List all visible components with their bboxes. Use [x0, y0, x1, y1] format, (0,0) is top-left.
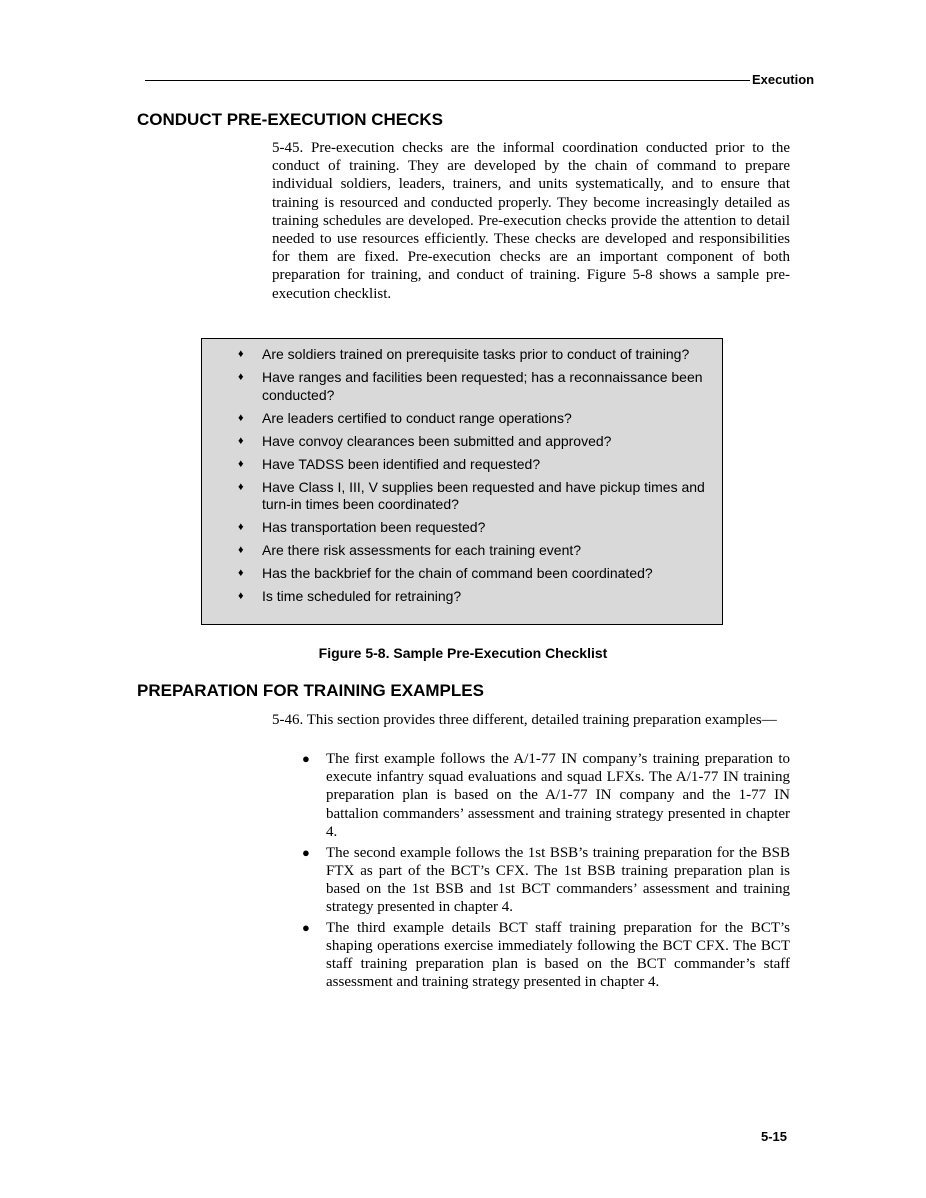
checklist-item: ♦ Have convoy clearances been submitted and approved? — [238, 432, 612, 449]
paragraph-5-45: 5-45. Pre-execution checks are the informal coordination conducted prior to the conduct of training. They are developed by the chain of command to prepare individual soldiers, leaders, trainers, and units systematically, and to ensure that training is resourced and conducted properly. They become increasingly detailed as training schedules are developed. Pre-execution checks provide the attention to detail needed to use resources efficiently. These checks are developed and responsibilities for them are fixed. Pre-execution checks are an important component of both preparation for training, and conduct of training. Figure 5-8 shows a sample pre-execution checklist. — [272, 140, 790, 302]
example-item: ● The second example follows the 1st BSB’s training preparation for the BSB FTX as part of the BCT’s CFX. The 1st BSB training preparation plan is based on the 1st BSB and 1st BCT commanders’ assessment and training strategy presented in chapter 4. — [302, 844, 790, 916]
checklist-item: ♦ Have ranges and facilities been requested; has a reconnaissance been conducted? — [238, 369, 703, 403]
diamond-bullet-icon: ♦ — [238, 590, 244, 602]
diamond-bullet-icon: ♦ — [238, 411, 244, 424]
checklist-item: ♦ Are there risk assessments for each training event? — [238, 542, 582, 558]
checklist-item: ♦ Are soldiers trained on prerequisite tasks prior to conduct of training? — [238, 346, 690, 362]
diamond-bullet-icon: ♦ — [238, 544, 244, 556]
bullet-dot-icon: ● — [302, 844, 310, 860]
section-heading-pre-execution-checks: CONDUCT PRE-EXECUTION CHECKS — [137, 110, 444, 129]
checklist-item: ♦ Has transportation been requested? — [238, 519, 486, 535]
diamond-bullet-icon: ♦ — [238, 371, 244, 383]
checklist-item: ♦ Have TADSS been identified and requested? — [238, 455, 541, 472]
diamond-bullet-icon: ♦ — [238, 457, 244, 470]
paragraph-5-46: 5-46. This section provides three different, detailed training preparation examples— — [272, 712, 777, 728]
section-heading-preparation-examples: PREPARATION FOR TRAINING EXAMPLES — [137, 681, 484, 700]
figure-caption: Figure 5-8. Sample Pre-Execution Checklist — [318, 645, 608, 661]
diamond-bullet-icon: ♦ — [238, 480, 244, 493]
diamond-bullet-icon: ♦ — [238, 567, 244, 579]
running-header: Execution — [752, 72, 815, 87]
header-rule — [145, 80, 750, 81]
bullet-dot-icon: ● — [302, 751, 310, 766]
example-item: ● The third example details BCT staff training preparation for the BCT’s shaping operations exercise immediately following the BCT CFX. The BCT staff training preparation plan is based on the BCT commander’s staff assessment and training strategy presented in chapter 4. — [302, 919, 790, 991]
page-number: 5-15 — [761, 1129, 788, 1144]
diamond-bullet-icon: ♦ — [238, 348, 244, 360]
checklist-item: ♦ Are leaders certified to conduct range operations? — [238, 409, 572, 426]
diamond-bullet-icon: ♦ — [238, 434, 244, 447]
checklist-item: ♦ Have Class I, III, V supplies been requested and have pickup times and turn-in times been coordinated? — [238, 478, 705, 512]
bullet-dot-icon: ● — [302, 919, 310, 935]
diamond-bullet-icon: ♦ — [238, 521, 244, 533]
pre-execution-checklist-box — [201, 338, 723, 625]
examples-list — [300, 750, 790, 994]
example-item: ● The first example follows the A/1-77 IN company’s training preparation to execute infantry squad evaluations and squad LFXs. The A/1-77 IN training preparation plan is based on the A/1-77 IN company and the 1-77 IN battalion commanders’ assessment and training strategy presented in chapter 4. — [302, 751, 790, 840]
checklist-item: ♦ Has the backbrief for the chain of command been coordinated? — [238, 565, 653, 581]
checklist-item: ♦ Is time scheduled for retraining? — [238, 588, 462, 604]
